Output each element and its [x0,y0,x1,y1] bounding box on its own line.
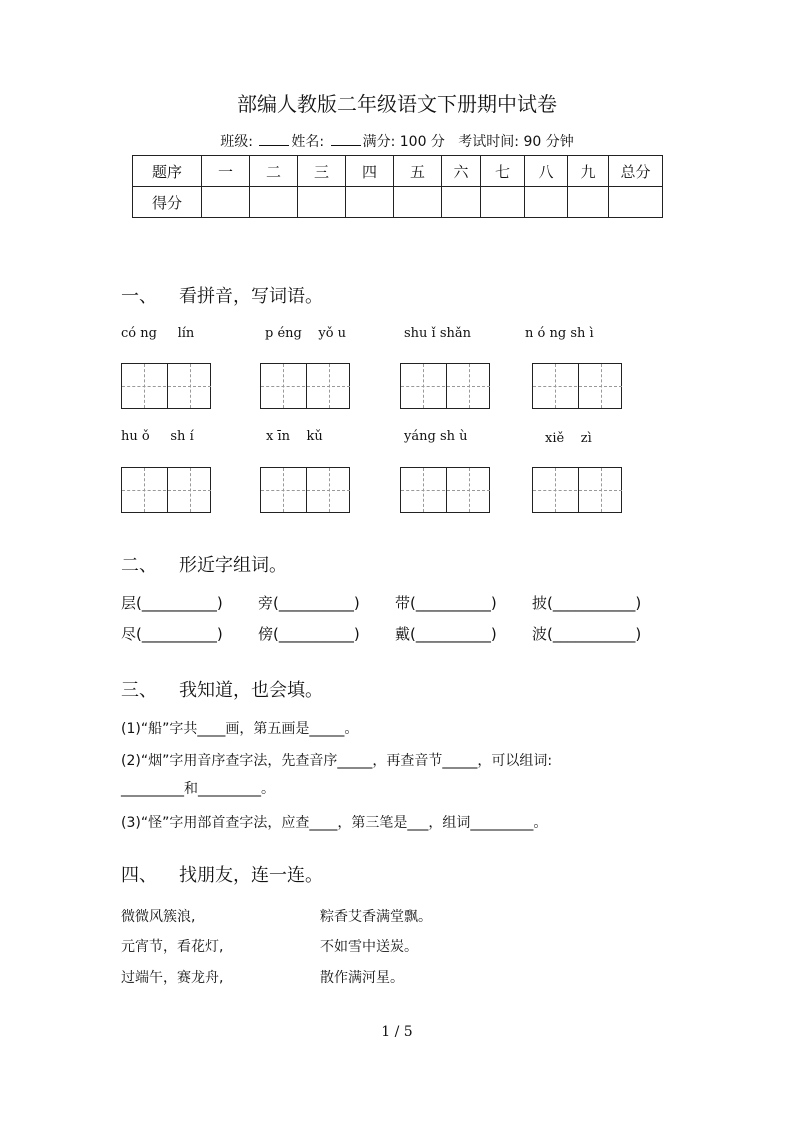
pinyin-item: shu ǐ shǎn [404,326,472,341]
score-header-cell: 题序 [133,156,202,187]
question-2[interactable]: (2)“烟”字用音序查字法，先查音序_____，再查音节_____，可以组词: [121,753,553,769]
section-number: 四、 [121,865,157,886]
match-right-item[interactable]: 散作满河星。 [320,970,404,986]
section-3-heading [121,676,323,702]
writing-grid[interactable] [400,467,490,513]
score-cell [394,187,442,218]
writing-grid[interactable] [121,467,211,513]
page-title: 部编人教版二年级语文下册期中试卷 [237,92,557,116]
pinyin-item: n ó ng sh ì [525,326,594,341]
score-table-header-row [133,156,663,187]
section-number: 二、 [121,555,157,576]
score-header-cell: 四 [346,156,394,187]
section-number: 一、 [121,286,157,307]
question-3[interactable]: (3)“怪”字用部首查字法，应查____，第三笔是___，组词_________。 [121,815,548,831]
class-label: 班级: [220,134,253,150]
section-title: 形近字组词。 [179,555,287,576]
score-cell [609,187,663,218]
exam-info [0,131,794,151]
score-cell [298,187,346,218]
section-title: 找朋友，连一连。 [179,865,323,886]
section-2-heading [121,551,287,577]
writing-grid[interactable] [532,363,622,409]
score-header-cell: 九 [568,156,609,187]
score-header-cell: 一 [202,156,250,187]
match-right-item[interactable]: 不如雪中送炭。 [320,939,418,955]
writing-grid[interactable] [532,467,622,513]
section-4-heading [121,861,323,887]
score-cell [346,187,394,218]
section-1-heading [121,282,323,308]
score-cell [568,187,609,218]
score-header-cell: 总分 [609,156,663,187]
pinyin-item: yáng sh ù [404,429,468,444]
form-word-item[interactable]: 尽(__________) [121,625,223,643]
form-word-item[interactable]: 旁(__________) [258,594,360,612]
time-label: 考试时间: 90 分钟 [458,134,574,150]
form-word-item[interactable]: 带(__________) [395,594,497,612]
form-word-item[interactable]: 披(___________) [532,594,642,612]
pinyin-item: p éng yǒ u [265,326,347,341]
score-cell [442,187,481,218]
name-label: 姓名: [291,134,325,150]
class-blank [259,133,289,146]
match-left-item[interactable]: 元宵节，看花灯, [121,939,224,955]
score-table [132,155,663,218]
score-cell [202,187,250,218]
score-table-score-row [133,187,663,218]
match-left-item[interactable]: 微微风簇浪, [121,909,196,925]
score-cell [481,187,525,218]
form-word-item[interactable]: 波(___________) [532,625,642,643]
question-1[interactable]: (1)“船”字共____画，第五画是_____。 [121,721,359,737]
form-word-item[interactable]: 戴(__________) [395,625,497,643]
score-header-cell: 七 [481,156,525,187]
page-number: 1 / 5 [381,1024,413,1040]
score-header-cell: 三 [298,156,346,187]
score-cell [250,187,298,218]
pinyin-item: có ng lín [121,326,195,341]
match-right-item[interactable]: 粽香艾香满堂飘。 [320,909,432,925]
question-2-continued[interactable]: _________和_________。 [121,781,275,797]
score-header-cell: 六 [442,156,481,187]
score-row-label: 得分 [133,187,202,218]
writing-grid[interactable] [121,363,211,409]
writing-grid[interactable] [400,363,490,409]
section-number: 三、 [121,680,157,701]
score-header-cell: 二 [250,156,298,187]
pinyin-item: hu ǒ sh í [121,429,194,444]
score-cell [525,187,568,218]
form-word-item[interactable]: 层(__________) [121,594,223,612]
section-title: 我知道，也会填。 [179,680,323,701]
score-header-cell: 五 [394,156,442,187]
full-score-label: 满分: 100 分 [362,134,445,150]
section-title: 看拼音，写词语。 [179,286,323,307]
name-blank [331,133,361,146]
pinyin-item: xiě zì [545,431,592,446]
score-header-cell: 八 [525,156,568,187]
pinyin-item: x īn kǔ [266,429,323,444]
match-left-item[interactable]: 过端午，赛龙舟, [121,970,224,986]
writing-grid[interactable] [260,363,350,409]
writing-grid[interactable] [260,467,350,513]
form-word-item[interactable]: 傍(__________) [258,625,360,643]
